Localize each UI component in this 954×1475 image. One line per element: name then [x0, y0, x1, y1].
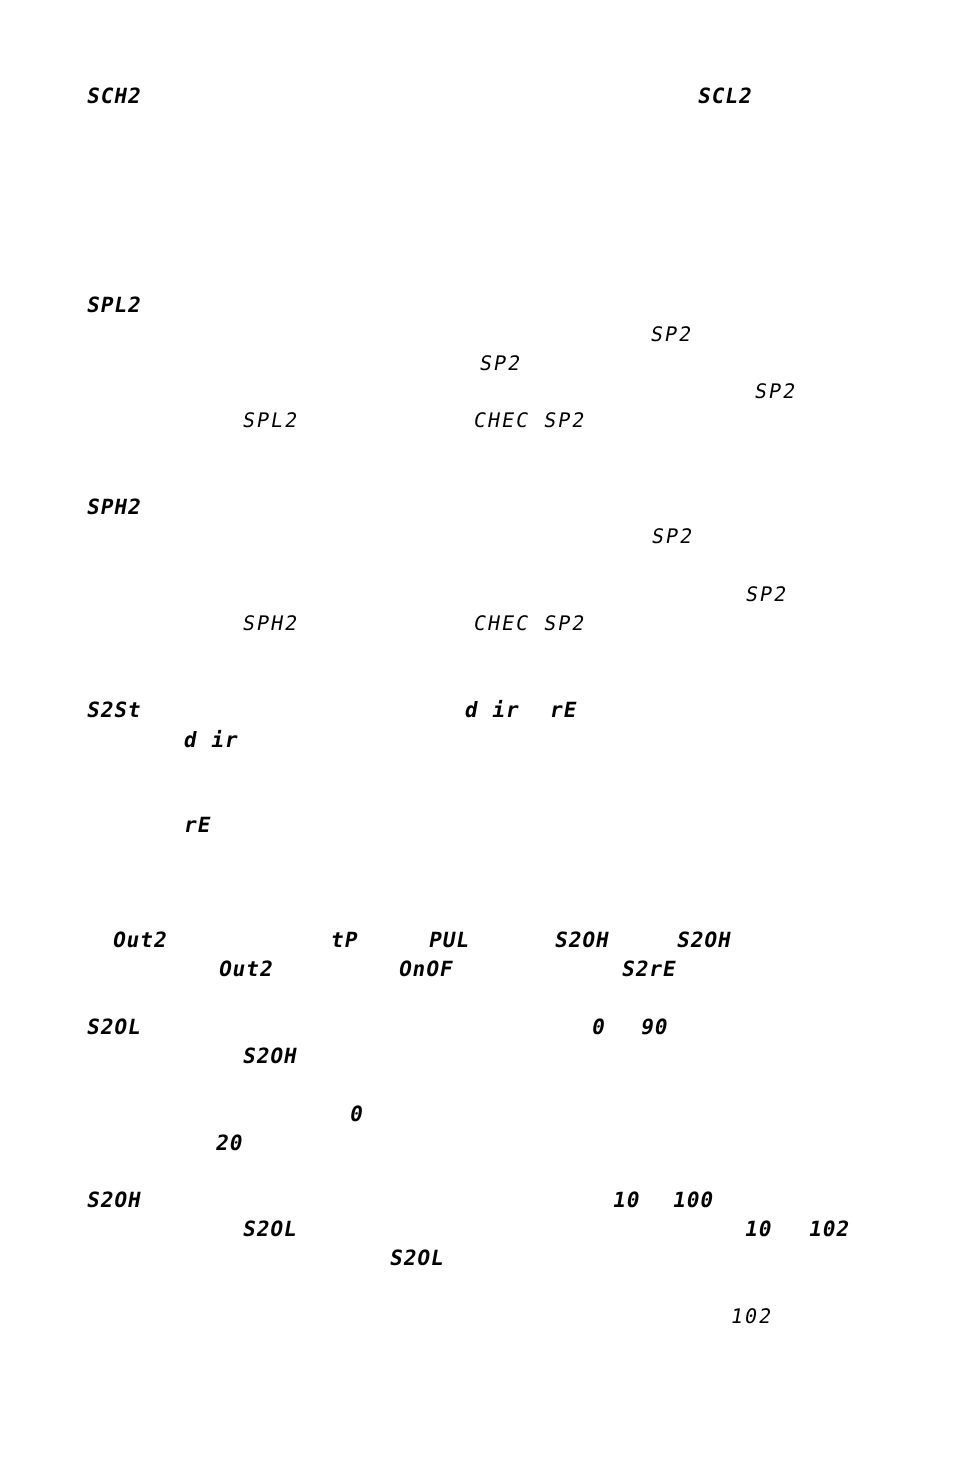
param-code-s2oh: S2OH — [240, 1044, 300, 1068]
param-code-s2re: S2rE — [619, 957, 679, 981]
param-code-sch2: SCH2 — [84, 84, 144, 108]
option-code-tp: tP — [328, 928, 361, 952]
param-code-out2: Out2 — [216, 957, 276, 981]
param-heading-sph2: SPH2 — [84, 495, 144, 519]
display-code-sp2: SP2 — [477, 351, 525, 375]
display-code-sp2: SP2 — [752, 379, 800, 403]
option-code-dir: d ir — [181, 728, 241, 752]
display-code-chec-sp2: CHEC SP2 — [471, 611, 589, 635]
param-code-s2ol: S2OL — [387, 1246, 447, 1270]
param-code-scl2: SCL2 — [695, 84, 755, 108]
display-code-chec-sp2: CHEC SP2 — [471, 408, 589, 432]
range-min-value: 10 — [610, 1188, 643, 1212]
param-code-out2: Out2 — [110, 928, 170, 952]
display-code-sph2: SPH2 — [240, 611, 302, 635]
param-heading-s2oh: S2OH — [84, 1188, 144, 1212]
option-code-re: rE — [181, 813, 214, 837]
option-code-dir: d ir — [462, 698, 522, 722]
display-value-102: 102 — [728, 1304, 776, 1328]
range-max-value: 102 — [806, 1217, 853, 1241]
option-code-re: rE — [547, 698, 580, 722]
range-min-value: 0 — [589, 1015, 608, 1039]
param-code-s2ol: S2OL — [240, 1217, 300, 1241]
value-0: 0 — [347, 1102, 366, 1126]
display-code-spl2: SPL2 — [240, 408, 302, 432]
param-heading-s2st: S2St — [84, 698, 144, 722]
param-code-s2oh: S2OH — [552, 928, 612, 952]
range-min-value: 10 — [742, 1217, 775, 1241]
value-20: 20 — [213, 1131, 246, 1155]
param-heading-s2ol: S2OL — [84, 1015, 144, 1039]
param-heading-spl2: SPL2 — [84, 293, 144, 317]
range-max-value: 90 — [638, 1015, 671, 1039]
display-code-sp2: SP2 — [743, 582, 791, 606]
display-code-sp2: SP2 — [648, 322, 696, 346]
range-max-value: 100 — [670, 1188, 717, 1212]
param-code-s2oh: S2OH — [674, 928, 734, 952]
option-code-pul: PUL — [426, 928, 473, 952]
option-code-onof: OnOF — [396, 957, 456, 981]
display-code-sp2: SP2 — [649, 524, 697, 548]
